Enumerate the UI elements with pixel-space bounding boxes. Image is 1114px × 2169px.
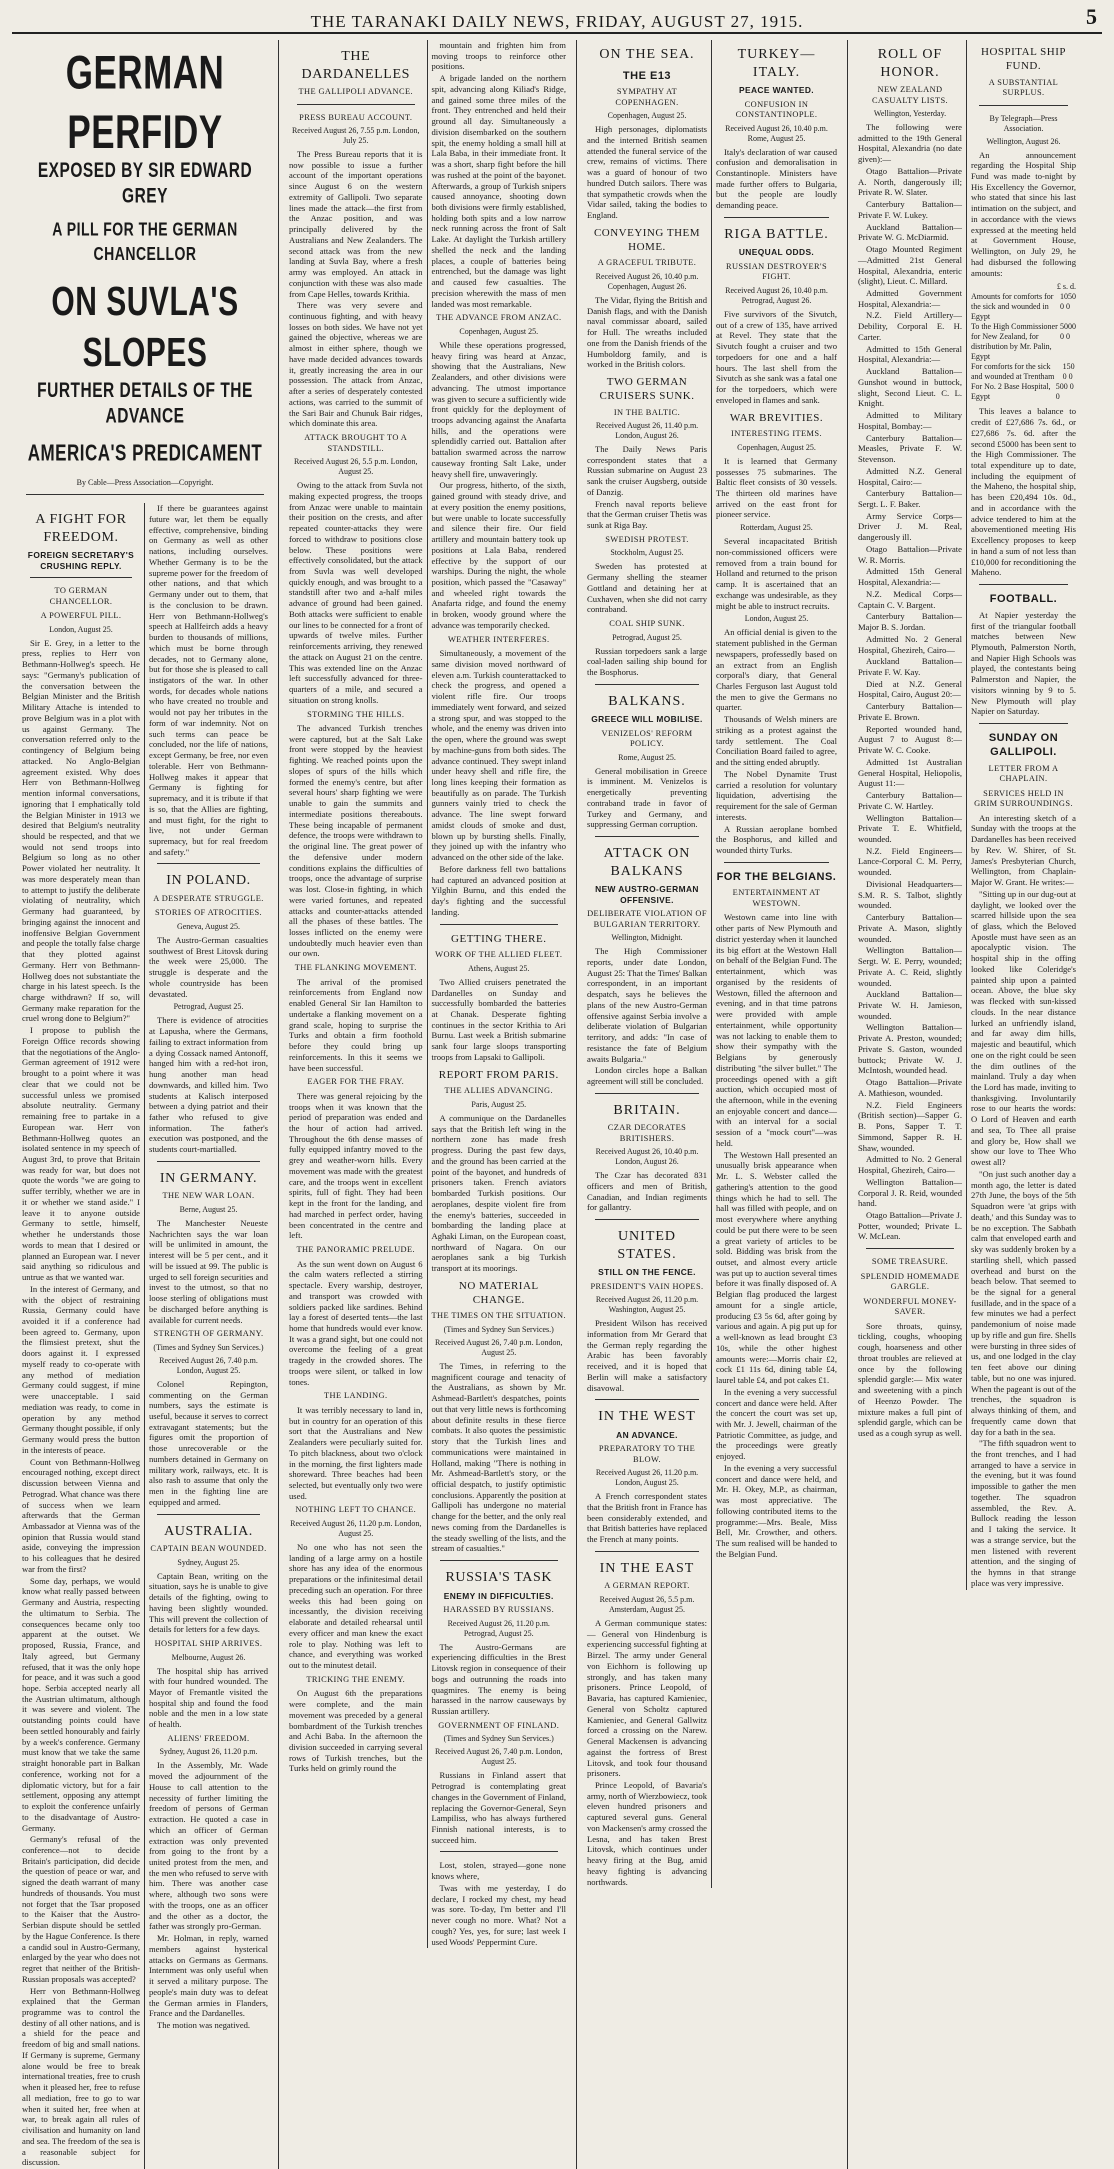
dateline: Wellington, Midnight. [611, 933, 683, 943]
section-dardanelles: THE DARDANELLES [301, 49, 410, 82]
headline-exposed-by-grey: EXPOSED BY SIR EDWARD GREY [37, 158, 253, 208]
paragraph: It is learned that Germany possesses 75 submarines. The Baltic fleet consists of 30 vessels. The thirteen old marines have arrived on the east front for pioneer service. [716, 455, 837, 520]
divider [595, 1093, 699, 1094]
section-gallipoli-advance: THE GALLIPOLI ADVANCE. [298, 87, 413, 96]
casualty-entry: Admitted to No. 2 General Hospital, Ghezireh, Cairo— [858, 1154, 962, 1176]
dateline: Copenhagen, August 25. [459, 326, 539, 336]
column-4 [848, 40, 1086, 2169]
dateline: London, August 25. [49, 624, 113, 634]
casualty-entry: Otago Battalion—Private A. Mathieson, wounded. [858, 1077, 962, 1098]
casualty-entry: Admitted 15th General Hospital, Alexandria:— [858, 566, 962, 588]
source-note: (Times and Sydney Sun Services.) [153, 1342, 264, 1352]
newspaper-columns [12, 40, 1102, 2168]
section-allies-advancing: THE ALLIES ADVANCING. [444, 1086, 553, 1096]
dateline: Received August 26, 11.40 p.m. London, August 26. [595, 421, 699, 440]
section-eager: EAGER FOR THE FRAY. [307, 1077, 405, 1087]
divider [595, 836, 699, 837]
fund-row: For No. 2 Base Hospital, Egypt 500 0 0 [971, 382, 1074, 402]
paragraph: The hospital ship has arrived with four hundred wounded. The Mayor of Fremantle visited the hospital ship and found the food noble and the men in a low state of health. [149, 1665, 268, 1730]
fund-list [971, 282, 1076, 402]
fund-header: £ s. d. [1056, 282, 1076, 292]
paragraph: The Daily News Paris correspondent states that a Russian submarine on August 23 sank the cruiser Augsberg, outside of Danzig. [587, 444, 707, 497]
sub-columns [285, 40, 570, 1948]
paragraph: Sir E. Grey, in a letter to the press, replies to Herr von Bethmann-Hollweg's speech. He says: "Germany's publication of the conversation between the Belgian Minister and the British Military Attache is intended to prove Belgium was in a plot with us against Germany. The conversation referred only to the contingency of Belgium being attacked. No Anglo-Belgian agreement existed. Why does Herr von Bethmann-Hollweg mention informal conversations, ignoring that I emphatically told the Belgian Minister in 1913 we desired that Belgium's neutrality should be respected, and that we would not send troops into Belgium so long as no other Power violated her neutrality. It was more desperately mean than to attempt to justify the deliberate violating of neutrality, which Germany had guaranteed, by bringing against the innocent and inoffensive Belgian Government and people the totally false charge that they plotted against Germany. Herr von Bethmann-Hollweg does not substantiate the charge in his latest speech. Is the charge withdrawn? If so, will Germany make reparation for the cruel wrong done to Belgium?" [22, 637, 140, 1024]
casualty-entry: Canterbury Battalion—Private C. W. Hartley. [858, 790, 962, 811]
divider [440, 1560, 559, 1561]
casualty-entry: Wellington Battalion—Private T. E. Whitfield, wounded. [858, 812, 962, 844]
dateline: Received August 26, 11.20 p.m. London, August 25. [595, 1468, 699, 1488]
divider [30, 577, 132, 578]
section-hospital-ship: HOSPITAL SHIP ARRIVES. [154, 1639, 263, 1648]
dateline: Received August 26, 7.40 p.m. London, August 25. [434, 1337, 563, 1357]
divider [157, 1514, 260, 1515]
section-swedish-protest: SWEDISH PROTEST. [605, 534, 689, 544]
paragraph: The motion was negatived. [157, 2020, 251, 2031]
section-desperate-struggle: A DESPERATE STRUGGLE. [153, 893, 264, 903]
dateline: Melbourne, August 26. [171, 1652, 246, 1662]
divider [595, 1399, 699, 1400]
section-sympathy: SYMPATHY AT COPENHAGEN. [615, 87, 679, 107]
section-german-report: A GERMAN REPORT. [604, 1581, 690, 1591]
casualty-entry: N.Z. Field Artillery—Debility, Corporal E. H. Carter. [858, 310, 962, 342]
fund-row: Amounts for comforts for the sick and wounded in Egypt 1050 0 0 [971, 292, 1076, 322]
section-war-loan: THE NEW WAR LOAN. [162, 1191, 255, 1201]
dateline: Received August 26, 7.40 p.m. London, August 25. [434, 1747, 563, 1767]
casualty-entry: Auckland Battalion—Private W. G. McDiarmid. [858, 221, 962, 243]
dateline: Stockholm, August 25. [610, 548, 684, 558]
section-united-states: UNITED STATES. [617, 1229, 677, 1262]
byline: By Cable—Press Association—Copyright. [76, 478, 214, 488]
dateline: Received August 26, 11.20 p.m. London, August 25. [290, 1518, 422, 1538]
section-money-saver: WONDERFUL MONEY-SAVER. [863, 1296, 957, 1317]
paragraph: In the evening a very successful concert and dance were held. After the concert the court was set up, with Mr. J. Jewell, chairman of the Patriotic Committee, as judge, and the proceedings were greatly enjoyed. [716, 1386, 837, 1462]
section-tricking: TRICKING THE ENEMY. [306, 1674, 406, 1684]
paragraph: The Westown Hall presented an unusually brisk appearance when Mr. L. S. Webster called the gathering's attention to the good things which he had to sell. The hall was filled with people, and on most everywhere where anything could be put there were to be seen a great variety of articles to be sold. Bidding was brisk from the outset, and almost every article was put up to auction several times before it was finally disposed of. A Belgian flag produced the largest amount for a single article, producing £3 5s 6d, after going by various and again. A pig put up for a well-known as lead brought £3 10s, while the other highest amounts were:—Morris chair £2, cock £1 11s 6d, dining table £4, laurel table £4, and pot cakes £1. [716, 1149, 837, 1386]
dateline: Received August 26, 7.40 p.m. London, August 25. [159, 1355, 258, 1375]
section-in-east: IN THE EAST [599, 1560, 695, 1576]
paragraph: As the sun went down on August 6 the calm waters reflected a stirring spectacle. Every warship, destroyer, and transport was crowded with soldiers packed like sardines. Behind lay a forest of deserted tents—the last home that hundreds would ever know. It was a grand sight, but one could not overcome the feeling of a great tragedy in the crowded shores. The troops were silent, or talked in low tones. [289, 1258, 423, 1387]
source-note: (Times and Sydney Sun Services.) [443, 1324, 554, 1334]
divider [724, 862, 829, 863]
page-number: 5 [1086, 4, 1098, 29]
paragraph: Owing to the attack from Suvla not making expected progress, the troops from Anzac were unable to maintain their position on the crests, and after repeated counter-attacks they were forced to withdraw to positions close below. These positions were effectively consolidated, but the attack from Suvla was well developed quickly enough, and was brought to a standstill after two and a-half miles advance of ground had been gained. Both attacks were sufficient to enable our lines to be connected for a front of upwards of twelve miles. Further reinforcements arriving, they renewed the attack on August 21 on the centre. This was extended line on the Anzac left successfully advanced for three-quarters of a mile, and secured a situation on strong knolls. [289, 480, 423, 705]
section-report-paris: REPORT FROM PARIS. [438, 1068, 559, 1081]
paragraph: This leaves a balance to credit of £27,686 7s. 6d., or £27,686 7s. 6d. after the second £5000 has been sent to the High Commissioner. The total expenditure up to date, including the equipment of the Maheno, the hospital ship, has been £20,494 10s. 0d., and in accordance with the advice tendered to him at the abovementioned meeting His Excellency proposes to keep in hand a sum of not less than £10,000 for reconditioning the Maheno. [971, 406, 1077, 578]
casualty-entry: Otago Battalion—Private W. R. Morris. [858, 543, 962, 565]
section-no-material-change: NO MATERIAL CHANGE. [458, 1279, 539, 1306]
section-sunday-gallipoli: SUNDAY ON GALLIPOLI. [988, 732, 1059, 758]
paragraph: If there be guarantees against future war, let them be equally effective, comprehensive, binding on Germany as well as other nations, including ourselves. Whether Germany is to be the supreme power for the freedom of other nations, and that which Germany under out to them, that is the conclusion to be drawn. Herr von Bethmann-Hollweg's speech at Hallfeirch adds a heavy burden to thousands of millions, which must be borne through decades, not to Germany alone, but for those she is pleased to call instigators of the war. In other words, for decades whole nations who have created no trouble and would not pay her tributes in the form of war indemnity. Not on such terms can peace be concluded, nor the life of nations, except Germany, be free, nor even tolerable. Herr von Bethmann-Hollweg makes it appear that Germany is fighting for supremacy, and it is tribute if that is so, that the Allies are fighting, and must fight, for the right to live, not under German supremacy, but for real freedom and safety." [149, 503, 268, 857]
dateline: Received August 26, 10.40 p.m. Copenhagen, August 26. [595, 271, 699, 291]
paragraph: Our progress, hitherto, of the sixth, gained ground with steady drive, and at every position the enemy positions, but were unable to locate successfully and silence their fire. Our field artillery and mountain battery took up positions at Lala Baba, rendered effective by the support of our warships. During the night, the whole position, which passed the "Casaway" and wheeled right towards the Anafarta ridge, and found the enemy in broken, woody ground where the advance was temporarily checked. [431, 480, 566, 630]
casualty-entry: Auckland Battalion—Private W. H. Jamieson, wounded. [858, 989, 962, 1021]
section-conveying-home: CONVEYING THEM HOME. [593, 226, 701, 253]
divider [157, 863, 260, 864]
divider [979, 584, 1068, 585]
masthead-title: THE TARANAKI DAILY NEWS, FRIDAY, AUGUST 27, 1915. [310, 12, 804, 31]
section-pill: A POWERFUL PILL. [40, 611, 122, 621]
sub-column-right [967, 40, 1080, 1590]
section-times-situation: THE TIMES ON THE SITUATION. [431, 1311, 566, 1321]
section-in-germany: IN GERMANY. [159, 1170, 258, 1186]
paragraph: Herr von Bethmann-Hollweg explained that the German programme was to control the destiny of all other nations, and is a shield for the peace and freedom of big and small nations. If Germany is supreme, Germany alone would be free to break international treaties, free to crush when it pleased her, free to refuse all mediation, free to go to war when it suited her, free when at war, to break again all rules of civilisation and humanity on land and sea. The freedom of the sea is a reasonable subject for discussion. [22, 1985, 140, 2168]
sub-column-left [285, 40, 428, 1948]
paragraph: A German communique states:— General von Hindenburg is experiencing successful fighting at Birzel. The army under General von Eichhorn is following up strongly, and has taken many prisoners. Prince Leopold, of Bavaria, has captured Kamieniec, General von Scholtz captured Kamieniec, and General Gallwitz forced a crossing on the Narew. General Mackensen is advancing against the fortress of Brest Litovsk, and took four thousand prisoners. [587, 1617, 707, 1779]
section-venizelos: VENIZELOS' REFORM POLICY. [601, 728, 693, 749]
section-russia-task: RUSSIA'S TASK [445, 1570, 553, 1586]
sub-columns [583, 40, 841, 1888]
casualty-entry: N.Z. Field Engineers (British section)—Sapper G. B. Pons, Sapper T. T. Simmond, Sapper R. H. Shaw, wounded. [858, 1099, 962, 1153]
source-note: (Times and Sydney Sun Services.) [443, 1734, 554, 1744]
section-preparatory: PREPARATORY TO THE BLOW. [598, 1444, 696, 1464]
paragraph: Sore throats, quinsy, tickling, coughs, whooping cough, hoarseness and other throat troubles are relieved at once by the following splendid gargle:— Mix water and sweetening with a pinch of Heenzo Powder. The mixture makes a full pint of splendid gargle, which can be used as a cough syrup as well. [858, 1320, 962, 1439]
section-atrocities: STORIES OF ATROCITIES. [154, 908, 263, 918]
paragraph: The Manchester Neueste Nachrichten says the war loan will be unlimited in amount, the interest will be 5 per cent., and it will be issued at 99. The public is urged to sell foreign securities and invest to the utmost, so that no loose sterling of obligations must be discharged before anything is available for current needs. [149, 1217, 268, 1325]
section-attack-balkans: ATTACK ON BALKANS [603, 846, 691, 879]
section-nz-casualty: NEW ZEALAND CASUALTY LISTS. [871, 85, 949, 105]
fund-row: To the High Commissioner for New Zealand, for distribution by Mr. Palin, Egypt 5000 0 0 [971, 322, 1076, 362]
paragraph: Sweden has protested at Germany shelling the steamer Gottland and detaining her at Cuxhaven, when she did not carry contraband. [587, 561, 707, 615]
casualty-entry: Canterbury Battalion—Private A. Mason, slightly wounded. [858, 912, 962, 944]
dateline: Received August 26, 10.40 p.m. Rome, August 25. [725, 123, 828, 143]
paragraph: A brigade landed on the northern spit, advancing along Kiliad's Ridge, and gained some three miles of the front. They entrenched and held their ground all day. Simultaneously a division disembarked on the southern spit, the enemy holding a small hill at Lala Baba, in their immediate front. It was a short, sharp fight before the hill was rushed at the point of the bayonet. Afterwards, a group of Turkish snipers caused annoyance, shooting down both divisions were firmly established, holding both spits and a low narrow neck running across the front of Salt Lake. At daylight the Turkish artillery shelled the neck and the landing places, a couple of batteries being entrenched, but the damage was light and caused few casualties. The precision wherewith the mass of men landed was most remarkable. [431, 73, 566, 309]
casualty-entry: Died at N.Z. General Hospital, Cairo, August 20:— [858, 678, 962, 700]
section-landing: THE LANDING. [324, 1391, 388, 1401]
section-roll-honor: ROLL OF HONOR. [877, 47, 943, 80]
section-destroyer-fight: RUSSIAN DESTROYER'S FIGHT. [725, 261, 828, 282]
sub-column-left [583, 40, 712, 1888]
paragraph: Russians in Finland assert that Petrograd is contemplating great changes in the Government of Finland, replacing the Governor-General, Seyn Lampiliss, who has always furthered Finnish national interests, is to succeed him. [431, 1770, 566, 1845]
section-peace-wanted: PEACE WANTED. [739, 85, 814, 95]
casualty-entry: Admitted Government Hospital, Alexandria:— [858, 288, 962, 309]
advertisement-text: Lost, stolen, strayed—gone none knows where, [431, 1860, 566, 1882]
divider [595, 1551, 699, 1552]
divider [724, 217, 829, 218]
paragraph: An official denial is given to the statement published in the German newspapers, professedly based on an extract from an English corporal's diary, that General Charles Ferguson last August told the men to give the Germans no quarter. [716, 627, 837, 713]
paragraph: Thousands of Welsh miners are striking as a protest against the tardy settlement. The Coal Conciliation Board failed to agree, and the sitting ended abruptly. [716, 714, 837, 768]
divider [866, 1248, 954, 1249]
paragraph: In the interest of Germany, and with the object of restraining Russia, Germany could have avoided it if a conference had been agreed to. Germany, upon the flimsiest pretext, shut the doors against it. I expressed myself ready to co-operate with any method of mediation Germany could suggest, if mine were unacceptable. I said mediation was ready, to come in operation by any method Germany thought possible, if only Germany would press the button in the interests of peace. [22, 1283, 140, 1455]
source-note: By Telegraph—Press Association. [989, 113, 1058, 133]
section-chaplain-letter: LETTER FROM A CHAPLAIN. [988, 763, 1059, 784]
section-hospital-ship-fund: HOSPITAL SHIP FUND. [981, 46, 1066, 72]
paragraph: The Vidar, flying the British and Danish flags, and with the Danish naval commissar aboard, sailed for Hull. The wreaths included one from the Danish friends of the Humboldorg family, and is worked in the British colors. [587, 294, 707, 370]
section-graceful-tribute: A GRACEFUL TRIBUTE. [597, 258, 697, 268]
dateline: Rotterdam, August 25. [740, 523, 813, 533]
paragraph: General mobilisation in Greece is imminent. M. Venizelos is energetically preventing contraband trade in favor of Turkey and Germany, and suppressing German corruption. [587, 765, 707, 830]
section-advance-anzac: THE ADVANCE FROM ANZAC. [436, 313, 562, 323]
dateline: Copenhagen, August 25. [737, 442, 816, 452]
section-aliens-freedom: ALIENS' FREEDOM. [167, 1733, 250, 1743]
casualty-entry: Wellington Battalion—Corporal J. R. Reid, wounded hand. [858, 1176, 962, 1209]
section-bean-wounded: CAPTAIN BEAN WOUNDED. [150, 1544, 267, 1554]
headline-america-predicament: AMERICA'S PREDICAMENT [27, 440, 263, 466]
divider [440, 924, 559, 925]
section-violation: DELIBERATE VIOLATION OF BULGARIAN TERRITORY. [587, 909, 707, 929]
paragraph: A Russian aeroplane bombed the Bosphorus, and killed and wounded thirty Turks. [716, 823, 837, 855]
dateline: Sydney, August 25. [177, 1557, 240, 1567]
paragraph: Germany's refusal of the conference—not to decide Britain's participation, did decide the question of peace or war, and signed the death warrant of many hundreds of thousands. You must not forget that the Tsar proposed to the Kaiser that the Austro-Serbian dispute should be settled by the Hague Conference. Is there a candid soul in Austro-Germany, enlarged by the year who does not regret that neither of the British-Russian proposals was accepted? [22, 1834, 140, 1984]
paragraph: There is evidence of atrocities at Lapusha, where the Germans, failing to extract information from a dying Cossack named Antonoff, hanged him with a red-hot iron, hung another man head downwards, and killed him. Two students at Kalisch interposed between a dying patriot and their father who refused to give information. The father's execution was postponed, and the students court-martialled. [149, 1015, 268, 1155]
paragraph: Two Allied cruisers penetrated the Dardanelles on Sunday and successfully bombarded the batteries at Chanak. Desperate fighting continues in the sector Krithia to Ari Burnu. Last week a British submarine sank four large sloops transporting troops from Lapsaki to Gallipoli. [431, 976, 566, 1062]
casualty-entry: Auckland Battalion—Gunshot wound in buttock, slight, Second Lieut. C. L. Knight. [858, 366, 962, 409]
section-weather: WEATHER INTERFERES. [447, 634, 550, 644]
casualty-entry: Admitted to 15th General Hospital, Alexandria:— [858, 343, 962, 365]
dateline: Rome, August 25. [618, 752, 676, 762]
fund-row: For comforts for the sick and wounded at Trentham 150 0 0 [971, 362, 1075, 382]
dateline: Received August 26, 5.5 p.m. London, August 25. [293, 457, 418, 477]
paragraph: On August 6th the preparations were complete, and the main movement was preceded by a general bombardment of the Turkish trenches and Achi Baba. In the afternoon the division succeeded in carrying several rows of Turkish trenches, but the Turks held on grimly round the [289, 1688, 423, 1774]
sub-columns [854, 40, 1080, 1590]
dateline: Wellington, August 26. [986, 136, 1061, 146]
casualty-entry: Otago Mounted Regiment—Admitted 21st General Hospital, Alexandria, enteric (slight), Lieut. C. Millard. [858, 244, 962, 287]
paragraph: Simultaneously, a movement of the same division moved northward of eleven a.m. Turkish counterattacked to check the progress, and opened a violent rifle fire. Our troops immediately went forward, and seized a strong spur, and was stopped to the whole, and the enemy was driven into the open, where the ground was swept by machine-guns from both sides. The advance continued. They swept inland under heavy shell and rifle fire, the long lines keeping their formation as beautifully as on parade. The Turkish gunners vainly tried to check the advance. The line swept forward amidst clouds of smoke and dust, blown up by bursting shells. Finally, they joined up with the infantry who advanced on the other side of the lake. [431, 648, 566, 863]
section-panoramic: THE PANORAMIC PRELUDE. [296, 1245, 416, 1255]
casualty-entry: N.Z. Medical Corps—Captain C. V. Bargent. [858, 588, 962, 610]
divider [440, 1851, 559, 1852]
paragraph: In the evening a very successful concert and dance were held, and Mr. H. Okey, M.P., as chairman, was most appreciative. The following contributed items to the programme:—Mrs. Beale, Miss Bell, Mr. Crowther, and others. The sum realised will be handed to the Belgian Fund. [716, 1462, 837, 1559]
section-an-advance: AN ADVANCE. [616, 1429, 678, 1440]
paragraph: An announcement regarding the Hospital Ship Fund was made to-night by His Excellency the Governor, who stated that since his last intimation on the subject, and in accordance with the views expressed at the meeting held at Government House, Wellington, on July 29, he had disbursed the following amounts: [971, 149, 1076, 278]
section-on-the-sea: ON THE SEA. [599, 47, 695, 62]
paragraph: The arrival of the promised reinforcements from England now enabled General Sir Ian Hamilton to undertake a flanking movement on a grand scale, hoping to surprise the Turks and obtain a firm foothold before they could bring up reinforcements. In this it seems we have been successful. [289, 976, 423, 1073]
sub-column-left [18, 503, 145, 2169]
section-cruisers-sunk: TWO GERMAN CRUISERS SUNK. [599, 376, 695, 402]
sub-column-right [428, 40, 571, 1948]
paragraph: The Press Bureau reports that it is now possible to issue a further account of the important operations since August 6 on the western extremity of Gallipoli. Two separate lines made the attack—the first from the Anzac position, and was principally delivered by the Australians and New Zealanders. The second attack was from the new landing at Suvla Bay, where a fresh army was employed. An attack in conjunction with these was also made from Cape Helles, towards Krithia. [289, 149, 423, 299]
paragraph: The Czar has decorated 831 officers and men of British, Canadian, and Indian regiments for gallantry. [587, 1170, 707, 1213]
dateline: Sydney, August 26, 11.20 p.m. [159, 1747, 258, 1757]
paragraph: Westown came into line with other parts of New Plymouth and district yesterday when it launched its big effort at the Westown Hall on behalf of the Belgian Fund. The entertainment, which was organised by the residents of Westown, filled the afternoon and evening, and in that time patrons were provided with ample entertainment, while opportunity was not lacking to enable them to show their sympathy with the Belgians by generously distributing "the silver bullet." The proceedings opened with a gift auction, which occupied most of the afternoon, while in the evening an enjoyable concert and dance—with an interval for a social session of a "mock court"—was held. [716, 912, 837, 1148]
casualty-entry: Army Service Corps—Driver J. M. Real, dangerously ill. [858, 510, 962, 543]
section-vain-hopes: PRESIDENT'S VAIN HOPES. [590, 1281, 704, 1291]
paragraph: The Times, in referring to the magnificent courage and tenacity of the Australians, as shown by Mr. Ashmead-Bartlett's despatches, points out that very little news is forthcoming about definite results in these fierce combats. It also quotes the pessimistic story that the Turkish lines and communications were maintained in Holland, making "There is nothing in Mr. Ashmead-Bartlett's story, or the official despatch, to justify optimistic conclusions. Apparently the position at Gallipoli has undergone no material change for the better, and the only real news coming from the Dardanelles is the steady swelling of the lists, and the stream of casualties." [431, 1360, 566, 1554]
casualty-entry: Canterbury Battalion—Sergt. L. F. Baker. [858, 488, 962, 509]
sub-column-right [712, 40, 841, 1888]
dateline: Wellington, Yesterday. [873, 109, 947, 118]
section-unequal-odds: UNEQUAL ODDS. [738, 247, 815, 258]
casualty-entry: Canterbury Battalion—Measles, Private F. W. Stevenson. [858, 432, 962, 465]
headline-suvla-slopes: ON SUVLA'S SLOPES [51, 279, 239, 376]
dateline: London, August 25. [744, 614, 809, 624]
paragraph: I propose to publish the Foreign Office records showing that the negotiations of the Anglo-German agreement of 1912 were brought to a point where it was clear that we could not be successful unless we promised absolute neutrality. Germany remaining free to partake in a European war. Herr von Bethmann-Hollweg quotes an isolated sentence in my speech of August 3rd, to prove that Britain was ready for war, but does not quote the words "we are going to suffer terribly, whether we are in it or whether we stand aside." I leave it to anyone outside Germany to settle, himself, whether he understands those words to mean that I desired or planned an European war. I never said anything so ridiculous and untrue as that we wanted war. [22, 1025, 140, 1283]
casualty-entry: Admitted to Military Hospital, Bombay:— [858, 410, 962, 431]
section-fight-freedom: A FIGHT FOR FREEDOM. [35, 512, 127, 545]
sub-column-left [854, 40, 967, 1590]
sub-column-right [145, 503, 272, 2169]
section-e13: THE E13 [622, 69, 672, 82]
section-new-offensive: NEW AUSTRO-GERMAN OFFENSIVE. [595, 884, 699, 905]
paragraph: Count von Bethmann-Hollweg encouraged nothing, except direct discussion between Vienna and Petrograd. What chance was there of success when we learn afterwards that the German Ambassador at Vienna was of the opinion that Russia would stand aside, conveying the impression to his colleagues that he desired war from the first? [22, 1456, 140, 1574]
paragraph: London circles hope a Balkan agreement will still be concluded. [587, 1065, 707, 1086]
column-1 [12, 40, 279, 2169]
sub-columns [18, 503, 272, 2169]
paragraph: A French correspondent states that the British front in France has been considerably extended, and that British batteries have replaced the French at many points. [587, 1491, 707, 1545]
dateline: Berne, August 25. [179, 1204, 238, 1214]
divider [979, 723, 1068, 724]
paragraph: The Nobel Dynamite Trust carried a resolution for voluntary liquidation, advertising the requirement for the sale of German interests. [716, 768, 837, 822]
paragraph: "Sitting up in our dug-out at daylight, we looked over the scarred hillside upon the sea of glass, which the Beloved Apostle must have seen as an apocalyptic vision. The hospital ship in the offing looked like Coleridge's painted ship upon a painted ocean. Above, the blue sky was flecked with sun-kissed clouds. In the near distance lurked an unfriendly island, and far away dim hills, majestic and beautiful, which one on the right could be seen the dim outlines of the mainland. Truly a day when the Lord has made, inviting to thanksgiving. Involuntarily rose to our hearts the words: O Lord of Heaven and earth and sea, To Thee all praise and glory be, How shall we show our love to Thee Who owest all? [971, 888, 1076, 1168]
paragraph: While these operations progressed, heavy firing was heard at Anzac, showing that the Australians, New Zealanders, and other divisions were advancing. The utmost importance was given to secure a sufficiently wide front quickly for the deployment of troops advancing against the Anafarta hills, and the operations were splendidly carried out. Battalion after battalion swarmed across the narrow causeway fronting Salt Lake, under heavy shell fire, unwaveringly. [431, 339, 566, 479]
paragraph: The advanced Turkish trenches were captured, but at the Salt Lake front were stopped by the heaviest fighting. We reached points upon the slopes of spurs of the hills which formed the enemy's centre, but after several hours' sharp fighting we were unable to gain the summits and intermediate positions thereabouts. These being incapable of permanent defence, the troops were withdrawn to the original line. The great power of the defensive under modern conditions explains the difficulties of troops, once the advantage of surprise was lost. Close-in fighting, in which were varied fortunes, and repeated attacks and counter-attacks attended all the phases of these battles. The losses inflicted on the enemy were undoubtedly much heavier even than our own. [289, 723, 423, 959]
headline-german-perfidy: GERMAN PERFIDY [65, 46, 225, 159]
paragraph: The Austro-German casualties southwest of Brest Litovsk during the week were 25,000. The struggle is desperate and the whole countryside has been devastated. [149, 934, 268, 999]
section-turkey-italy: TURKEY—ITALY. [737, 47, 816, 80]
masthead [12, 4, 1102, 34]
section-some-treasure: SOME TREASURE. [871, 1257, 949, 1267]
section-greece-mobilise: GREECE WILL MOBILISE. [591, 714, 703, 725]
section-interesting-items: INTERESTING ITEMS. [731, 429, 822, 439]
paragraph: The Austro-Germans are experiencing difficulties in the Brest Litovsk region in consequence of their bogs and outrunning the roads into quagmires. The enemy is being harassed in the narrow causeways by Russian artillery. [431, 1641, 566, 1717]
section-finland: GOVERNMENT OF FINLAND. [438, 1720, 560, 1730]
dateline: Received August 26, 10.40 p.m. Petrograd, August 26. [725, 285, 828, 305]
paragraph: Some day, perhaps, we would know what really passed between Germany and Austria, respecting the ultimatum to Serbia. The consequences became only too apparent at the outset. We proposed, Russia, France, and Italy agreed, but Germany refused, that it was the only hope for peace, and it was such a good hope. Serbia accepted nearly all the Austrian ultimatum, although it was severe and violent. The outstanding points could have been settled honourably and fairly by a week's conference. Germany must know that we take the same straight honorable part in Balkan conference, working not for a diplomatic victory, but for a fair settlement, opposing any attempt to exploit the conference unfairly to the disadvantage of Austro-Germany. [22, 1575, 140, 1833]
paragraph: Russian torpedoers sank a large coal-laden sailing ship bound for the Bosphorus. [587, 645, 707, 678]
dateline: Geneva, August 25. [176, 921, 241, 931]
paragraph: President Wilson has received information from Mr Gerard that the German reply regarding the Arabic has been favorably received, and it is hoped that Berlin will make a satisfactory disavowal. [587, 1318, 707, 1393]
section-confusion: CONFUSION IN CONSTANTINOPLE. [735, 99, 818, 119]
paragraph: In the Assembly, Mr. Wade moved the adjournment of the House to call attention to the necessity of further limiting the freedom of persons of German extraction. He quoted a case in which an officer of German extraction was only prevented from going to the front by a united protest from the men, and the men who refused to serve with him. There was another case where, although two sons were with the troops, one as an officer and the other as a doctor, the father was strongly pro-German. [149, 1760, 268, 1932]
dateline: Petrograd, August 25. [173, 1002, 244, 1012]
paragraph: "On just such another day a month ago, the letter is dated 27th June, the boys of the 5th Squadron were 'at grips with death,' and this Sunday was to be no exception. The Sabbath calm that enveloped earth and sky was suddenly broken by a startling shell, which passed overhead and burst on the beach below. That seemed to be the signal for a general fusillade, and in the space of a few minutes we had a perfect pandemonium of noise made up by rifle and gun fire. Shells were bursting in three sides of us, and one lodged in the clay ten feet above our dining table, but no one was injured. When the pageant is out of the trenches, the squadron is always thinking of them, and frequently came down that day for a bath in the sea. [971, 1168, 1077, 1437]
section-crushing-reply: FOREIGN SECRETARY'S CRUSHING REPLY. [27, 550, 135, 571]
section-harassed: HARASSED BY RUSSIANS. [443, 1605, 555, 1615]
casualty-entry: Admitted No. 2 General Hospital, Ghezireh, Cairo— [858, 633, 962, 655]
casualty-entry: Divisional Headquarters—S.M. R. S. Talbot, slightly wounded. [858, 878, 962, 911]
section-westown: ENTERTAINMENT AT WESTOWN. [732, 888, 821, 908]
section-grim-surroundings: SERVICES HELD IN GRIM SURROUNDINGS. [974, 788, 1073, 809]
dateline: Paris, August 25. [471, 1099, 527, 1109]
casualty-entry: Auckland Battalion—Private F. W. Kay. [858, 656, 962, 677]
paragraph: French naval reports believe that the German cruiser Thetis was sunk at Riga Bay. [587, 498, 707, 531]
section-substantial-surplus: A SUBSTANTIAL SURPLUS. [988, 77, 1059, 97]
paragraph: Mr. Holman, in reply, warned members against hysterical attacks on Germans as Germans. Internment was only useful when it served a military purpose. The people's main duty was to defeat the German armies in Flanders, France and the Dardanelles. [149, 1933, 268, 2019]
headline-pill-chancellor: A PILL FOR THE GERMAN CHANCELLOR [52, 218, 238, 264]
paragraph: It was terribly necessary to land in, but in country for an operation of this sort that the Australians and New Zealanders were peculiarly suited for. To pitch blackness, about two o'clock in the morning, the first lighters made shoreward. Three beaches had been selected, but eventually only two were used. [289, 1404, 423, 1501]
paragraph: No one who has not seen the landing of a large army on a hostile shore has any idea of the enormous preparations or the infinitesimal detail preceding such an operation. For three weeks this had been going on incessantly, the division receiving elaborate and detailed rehearsal until every officer and man knew the exact role to play. Nothing was left to chance, and everything was worked out to the minutest detail. [289, 1541, 423, 1671]
advertisement-text: Twas with me yesterday, I do declare, I rocked my chest, my head was sore. To-day, I'm better and I'll never cough no more. What? Not a cough? Yes, yes, for sure; last week I used Woods' Peppermint Cure. [431, 1882, 566, 1947]
paragraph: Before darkness fell two battalions had captured an advanced position at Yilghin Burnu, and this ended the day's fighting and the successful landing. [431, 863, 566, 917]
paragraph: A communique on the Dardanelles says that the British left wing in the northern zone has made fresh progress. During the past few days, and the ground has been carried at the point of the bayonet, and hundreds of prisoners taken. French aviators bombarded Turkish positions. Our aeroplanes, despite violent fire from the enemy's batteries, succeeded in bombarding the landing place at Aghaki Liman, on the European coast, northward of Nagara. On our aeroplanes sank a big Turkish transport at its moorings. [431, 1112, 566, 1274]
dateline: Received August 26, 11.20 p.m. Petrograd, August 25. [447, 1618, 550, 1638]
paragraph: The High Commissioner reports, under date London, August 25: That the Times' Balkan correspondent, in an important despatch, says he believes the plans of the new Austro-German offensive against Serbia involve a deliberate violation of Bulgarian territory, and adds: "In case of resistance the fate of Belgium awaits Bulgaria." [587, 946, 707, 1064]
section-getting-there: GETTING THERE. [451, 932, 547, 945]
section-on-fence: STILL ON THE FENCE. [598, 1267, 696, 1278]
section-australia: AUSTRALIA. [164, 1523, 253, 1539]
casualty-entry: Canterbury Battalion—Major B. S. Jordan. [858, 611, 962, 633]
section-coal-ship: COAL SHIP SUNK. [609, 619, 685, 629]
divider [979, 105, 1068, 106]
casualty-entry: Otago Battalion—Private J. Potter, wounded; Private L. W. McLean. [858, 1209, 962, 1242]
section-flanking: THE FLANKING MOVEMENT. [294, 963, 417, 973]
dateline: Received August 26, 7.55 p.m. London, July 25. [291, 126, 420, 145]
divider [595, 1219, 699, 1220]
casualty-entry: Reported wounded hand, August 7 to August 8:—Private W. C. Cooke. [858, 723, 962, 756]
section-in-poland: IN POLAND. [166, 873, 251, 889]
paragraph: Five survivors of the Sivutch, out of a crew of 135, have arrived at Revel. They state that the Sivutch fought a cruiser and two torpedoers for one and a half hours. The last shell from the Sivutch as she sank was a fatal one for the torpedoers, which were enveloped in flames and sank. [716, 308, 837, 405]
section-for-belgians: FOR THE BELGIANS. [716, 870, 837, 883]
section-allied-fleet: WORK OF THE ALLIED FLEET. [435, 950, 563, 960]
paragraph: Several incapacitated British non-commissioned officers were removed from a train bound for Holland and returned to the prison camp. It is ascertained that an exchange was undesirable, as they might be able to instruct recruits. [716, 536, 837, 611]
section-football: FOOTBALL. [989, 593, 1058, 606]
casualty-entry: Admitted N.Z. General Hospital, Cairo:— [858, 465, 962, 487]
casualty-entry: Canterbury Battalion—Private F. W. Lukey. [858, 199, 962, 220]
dateline: Received August 26, 10.40 p.m. London, August 26. [595, 1147, 699, 1167]
paragraph: An interesting sketch of a Sunday with the troops at the Dardanelles has been received by Rev. W. Shirer, of St. James's Presbyterian Church, Wellington, from Chaplain-Major W. Grant. He writes:— [971, 812, 1076, 888]
paragraph: At Napier yesterday the first of the triangular football matches between New Plymouth, Palmerston North, and Napier High Schools was played, the contestants being Palmerston and Napier, the visitors winning by 9 to 5. New Plymouth will play Napier on Saturday. [971, 609, 1076, 717]
section-riga-battle: RIGA BATTLE. [724, 226, 829, 242]
casualty-entry: Otago Battalion—Private A. North, dangerously ill; Private R. W. Slater. [858, 165, 962, 198]
casualty-entry: The following were admitted to the 19th General Hospital, Alexandria (no date given):— [858, 122, 962, 165]
section-in-baltic: IN THE BALTIC. [613, 407, 681, 417]
section-standstill: ATTACK BROUGHT TO A STANDSTILL. [304, 433, 408, 453]
column-2 [279, 40, 577, 2169]
section-czar-decorates: CZAR DECORATES BRITISHERS. [607, 1123, 687, 1143]
casualty-entry: N.Z. Field Engineers—Lance-Corporal C. M. Perry, wounded. [858, 845, 962, 878]
dateline: Copenhagen, August 25. [607, 111, 687, 121]
section-in-west: IN THE WEST [598, 1409, 696, 1425]
divider [26, 494, 264, 495]
section-nothing-left: NOTHING LEFT TO CHANCE. [295, 1505, 417, 1515]
dateline: Petrograd, August 25. [612, 632, 682, 642]
section-balkans: BALKANS. [608, 693, 686, 709]
section-press-bureau: PRESS BUREAU ACCOUNT. [299, 112, 413, 122]
paragraph: mountain and frighten him from moving troops to reinforce other positions. [431, 40, 566, 72]
casualty-entry: Admitted 1st Australian General Hospital, Heliopolis, August 11:— [858, 756, 962, 789]
section-war-brevities: WAR BREVITIES. [729, 411, 824, 424]
casualty-entry: Wellington Battalion—Sergt. W. E. Perry, wounded; Private A. C. Reid, slightly wounded. [858, 945, 962, 988]
divider [157, 1161, 260, 1162]
divider [595, 684, 699, 685]
casualty-entry: Wellington Battalion—Private A. Preston, wounded; Private S. Gaston, wounded buttock; Private W. J. McIntosh, wounded head. [858, 1022, 962, 1076]
section-enemy-difficulties: ENEMY IN DIFFICULTIES. [443, 1590, 554, 1601]
section-britain: BRITAIN. [613, 1102, 681, 1118]
section-storming-hills: STORMING THE HILLS. [307, 709, 405, 719]
paragraph: Prince Leopold, of Bavaria's army, north of Wierzbowiecz, took eleven hundred prisoners and captured several guns. General von Mackensen's army crossed the Lesna, and has taken Brest Litovsk, which continues under heavy firing at the Bug, amid heavy fighting is advancing northwards. [587, 1779, 707, 1887]
section-gargle: SPLENDID HOMEMADE GARGLE. [860, 1271, 960, 1292]
dateline: Received August 26, 11.20 p.m. Washington, August 25. [595, 1295, 699, 1315]
dateline: Athens, August 25. [468, 963, 530, 973]
section-chancellor: TO GERMAN CHANCELLOR. [49, 586, 113, 606]
paragraph: There was general rejoicing by the troops when it was known that the period of preparation was ended and the hour of action had arrived. Throughout the 6th dense masses of fully equipped infantry moved to the grey and weather-worn hills. Every movement was made with the greatest care, and the troops went in excellent spirits, full of fight. They had been kept in the front for the landing, and had marched in perfect order, having been concentrated in the centre and left. [289, 1090, 423, 1241]
paragraph: There was very severe and continuous fighting, and with heavy losses on both sides. We have not yet gained the objective, whereas we are almost in either sphere, though we have made decided advances towards it, greatly increasing the area in our possession. The attack from Anzac, after a series of desperately contested actions, was carried to the summit of the Sari Bair and Chunuk Bair ridges, which dominate this area. [289, 300, 423, 429]
headline-further-details: FURTHER DETAILS OF THE ADVANCE [37, 379, 253, 429]
divider [297, 104, 415, 105]
column-3 [577, 40, 848, 2169]
paragraph: High personages, diplomatists and the interned British seamen attended the funeral service of the crew, remains of victims. There was a guard of honour of two hundred Dutch sailors. There was that sympathetic crowds when the Vidar sailed, taking the bodies to England. [587, 124, 707, 221]
paragraph: Colonel Repington, commenting on the German numbers, says the estimate is useful, because it serves to correct extravagant statements; but the figures omit the proportion of those unrecoverable or the numbers detained in Germany on military work, railways, etc. It is also rash to assume that only the men in the fighting line are equipped and armed. [149, 1378, 268, 1507]
paragraph: Captain Bean, writing on the situation, says he is unable to give details of the fighting, owing to having been slightly wounded. This will prevent the collection of details for letters for a few days. [149, 1570, 268, 1635]
paragraph: "The fifth squadron went to the front trenches, and I had arranged to have a service in the evening, but it was found impossible to gather the men together. The squadron assembled, the Rev. A. Bullock reading the lesson and I taking the service. It was a strange service, but the men listened with reverent attention, and the singing of the hymns in that strange place was very impressive. [971, 1438, 1076, 1588]
dateline: Received August 26, 5.5 p.m. Amsterdam, August 25. [599, 1594, 695, 1614]
paragraph: Italy's declaration of war caused confusion and demoralisation in Constantinople. Ministers have made further offers to Bulgaria, but the people are loudly demanding peace. [716, 146, 837, 211]
casualty-entry: Canterbury Battalion—Private E. Brown. [858, 701, 962, 722]
section-strength: STRENGTH OF GERMANY. [153, 1329, 264, 1339]
